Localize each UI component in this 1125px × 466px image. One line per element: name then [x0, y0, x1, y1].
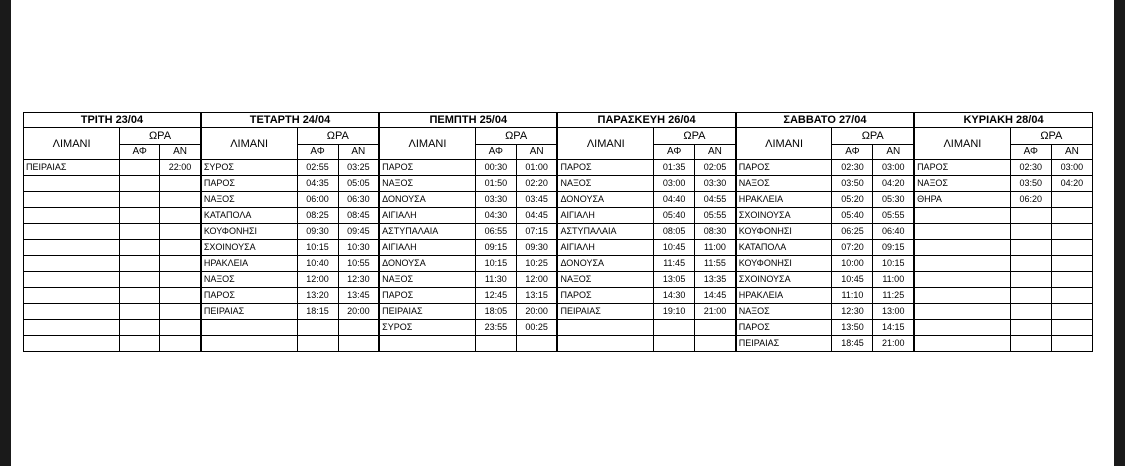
departure-time-cell	[1010, 240, 1051, 256]
arrival-time-cell: 06:40	[873, 224, 914, 240]
port-cell	[914, 320, 1010, 336]
port-cell	[557, 336, 653, 352]
departure-time-cell: 04:35	[297, 176, 338, 192]
port-cell: ΝΑΞΟΣ	[557, 176, 653, 192]
departure-time-cell: 19:10	[654, 304, 695, 320]
port-cell: ΑΙΓΙΑΛΗ	[379, 240, 475, 256]
port-cell: ΠΕΙΡΑΙΑΣ	[557, 304, 653, 320]
port-cell: ΑΙΓΙΑΛΗ	[379, 208, 475, 224]
departure-time-cell: 06:20	[1010, 192, 1051, 208]
arrival-header: ΑΝ	[1051, 145, 1092, 160]
departure-time-cell: 03:30	[475, 192, 516, 208]
port-cell	[24, 176, 120, 192]
arrival-time-cell: 11:55	[695, 256, 736, 272]
departure-time-cell: 07:20	[832, 240, 873, 256]
day-title: ΠΑΡΑΣΚΕΥΗ 26/04	[557, 113, 735, 128]
arrival-time-cell	[1051, 336, 1092, 352]
arrival-time-cell: 14:45	[695, 288, 736, 304]
departure-time-cell	[475, 336, 516, 352]
departure-time-cell: 10:15	[297, 240, 338, 256]
table-row	[24, 304, 1093, 320]
port-cell: ΚΑΤΑΠΟΛΑ	[201, 208, 297, 224]
table-row	[24, 272, 1093, 288]
arrival-time-cell: 14:15	[873, 320, 914, 336]
port-cell: ΠΕΙΡΑΙΑΣ	[24, 160, 120, 176]
port-cell	[24, 240, 120, 256]
port-cell: ΠΑΡΟΣ	[201, 288, 297, 304]
arrival-header: ΑΝ	[516, 145, 557, 160]
port-cell: ΠΑΡΟΣ	[379, 160, 475, 176]
day-title: ΤΕΤΑΡΤΗ 24/04	[201, 113, 379, 128]
port-cell: ΑΙΓΙΑΛΗ	[557, 240, 653, 256]
departure-time-cell	[654, 336, 695, 352]
departure-time-cell: 02:30	[1010, 160, 1051, 176]
arrival-time-cell: 03:00	[1051, 160, 1092, 176]
departure-time-cell: 03:00	[654, 176, 695, 192]
departure-header: ΑΦ	[120, 145, 160, 160]
arrival-time-cell	[160, 240, 201, 256]
arrival-time-cell: 06:30	[338, 192, 379, 208]
time-column-header: ΩΡΑ	[120, 128, 201, 145]
port-cell: ΠΑΡΟΣ	[736, 160, 832, 176]
departure-time-cell	[120, 288, 160, 304]
schedule-body	[24, 160, 1093, 352]
arrival-time-cell: 07:15	[516, 224, 557, 240]
departure-time-cell: 09:15	[475, 240, 516, 256]
arrival-time-cell	[1051, 208, 1092, 224]
port-cell: ΚΟΥΦΟΝΗΣΙ	[736, 224, 832, 240]
departure-time-cell	[1010, 224, 1051, 240]
time-column-header: ΩΡΑ	[1010, 128, 1092, 145]
table-row	[24, 320, 1093, 336]
arrival-time-cell: 04:20	[873, 176, 914, 192]
departure-time-cell: 05:40	[832, 208, 873, 224]
arrival-time-cell	[1051, 256, 1092, 272]
port-cell: ΣΥΡΟΣ	[201, 160, 297, 176]
table-row	[24, 240, 1093, 256]
time-column-header: ΩΡΑ	[475, 128, 557, 145]
departure-time-cell: 18:15	[297, 304, 338, 320]
arrival-time-cell	[160, 176, 201, 192]
departure-time-cell: 18:05	[475, 304, 516, 320]
departure-time-cell: 02:30	[832, 160, 873, 176]
port-column-header: ΛΙΜΑΝΙ	[201, 128, 297, 160]
port-cell	[914, 256, 1010, 272]
departure-time-cell: 12:30	[832, 304, 873, 320]
arrival-time-cell: 05:55	[695, 208, 736, 224]
departure-time-cell: 08:25	[297, 208, 338, 224]
arrival-time-cell: 10:30	[338, 240, 379, 256]
table-row	[24, 256, 1093, 272]
port-cell: ΝΑΞΟΣ	[736, 176, 832, 192]
column-header-row	[24, 128, 1093, 145]
arrival-time-cell	[160, 288, 201, 304]
departure-time-cell: 13:20	[297, 288, 338, 304]
departure-time-cell	[120, 192, 160, 208]
arrival-time-cell: 05:55	[873, 208, 914, 224]
port-cell: ΠΑΡΟΣ	[557, 160, 653, 176]
departure-time-cell: 10:15	[475, 256, 516, 272]
time-column-header: ΩΡΑ	[297, 128, 379, 145]
departure-header: ΑΦ	[475, 145, 516, 160]
day-title: ΤΡΙΤΗ 23/04	[24, 113, 201, 128]
port-cell	[201, 320, 297, 336]
departure-time-cell	[1010, 208, 1051, 224]
arrival-time-cell: 08:30	[695, 224, 736, 240]
port-cell	[379, 336, 475, 352]
arrival-header: ΑΝ	[873, 145, 914, 160]
arrival-time-cell: 01:00	[516, 160, 557, 176]
port-column-header: ΛΙΜΑΝΙ	[557, 128, 653, 160]
arrival-time-cell: 08:45	[338, 208, 379, 224]
arrival-time-cell: 11:00	[873, 272, 914, 288]
departure-time-cell: 05:20	[832, 192, 873, 208]
departure-header: ΑΦ	[297, 145, 338, 160]
departure-time-cell: 06:25	[832, 224, 873, 240]
arrival-time-cell	[160, 304, 201, 320]
arrival-time-cell: 09:45	[338, 224, 379, 240]
departure-time-cell: 01:35	[654, 160, 695, 176]
table-row	[24, 160, 1093, 176]
arrival-time-cell	[160, 208, 201, 224]
arrival-time-cell	[160, 224, 201, 240]
arrival-time-cell	[338, 320, 379, 336]
port-cell: ΔΟΝΟΥΣΑ	[557, 256, 653, 272]
port-cell: ΚΑΤΑΠΟΛΑ	[736, 240, 832, 256]
port-cell	[24, 288, 120, 304]
departure-time-cell	[1010, 256, 1051, 272]
departure-time-cell: 05:40	[654, 208, 695, 224]
day-header-row	[24, 113, 1093, 128]
departure-time-cell	[120, 224, 160, 240]
arrival-time-cell	[160, 272, 201, 288]
port-cell: ΠΑΡΟΣ	[914, 160, 1010, 176]
departure-time-cell: 09:30	[297, 224, 338, 240]
departure-time-cell: 06:55	[475, 224, 516, 240]
port-cell	[24, 208, 120, 224]
port-cell	[24, 304, 120, 320]
departure-time-cell: 10:45	[832, 272, 873, 288]
port-cell: ΝΑΞΟΣ	[379, 272, 475, 288]
arrival-time-cell: 05:05	[338, 176, 379, 192]
port-cell: ΠΑΡΟΣ	[557, 288, 653, 304]
departure-time-cell: 00:30	[475, 160, 516, 176]
arrival-time-cell	[160, 320, 201, 336]
arrival-time-cell: 21:00	[873, 336, 914, 352]
arrival-time-cell: 03:00	[873, 160, 914, 176]
port-cell: ΔΟΝΟΥΣΑ	[379, 256, 475, 272]
arrival-time-cell: 04:45	[516, 208, 557, 224]
arrival-time-cell	[160, 192, 201, 208]
departure-time-cell	[120, 336, 160, 352]
port-cell: ΣΧΟΙΝΟΥΣΑ	[736, 272, 832, 288]
day-title: ΚΥΡΙΑΚΗ 28/04	[914, 113, 1092, 128]
port-cell: ΗΡΑΚΛΕΙΑ	[201, 256, 297, 272]
arrival-time-cell: 11:00	[695, 240, 736, 256]
departure-time-cell	[1010, 336, 1051, 352]
departure-header: ΑΦ	[1010, 145, 1051, 160]
arrival-time-cell: 13:00	[873, 304, 914, 320]
port-column-header: ΛΙΜΑΝΙ	[24, 128, 120, 160]
departure-time-cell: 12:45	[475, 288, 516, 304]
port-cell: ΗΡΑΚΛΕΙΑ	[736, 288, 832, 304]
arrival-time-cell: 13:45	[338, 288, 379, 304]
departure-header: ΑΦ	[654, 145, 695, 160]
port-cell	[201, 336, 297, 352]
port-cell: ΠΕΙΡΑΙΑΣ	[379, 304, 475, 320]
table-row	[24, 288, 1093, 304]
departure-time-cell	[297, 336, 338, 352]
port-column-header: ΛΙΜΑΝΙ	[379, 128, 475, 160]
arrival-header: ΑΝ	[160, 145, 201, 160]
departure-time-cell	[654, 320, 695, 336]
arrival-time-cell	[1051, 240, 1092, 256]
arrival-time-cell: 02:20	[516, 176, 557, 192]
port-cell	[24, 336, 120, 352]
arrival-time-cell: 13:15	[516, 288, 557, 304]
port-cell: ΠΑΡΟΣ	[201, 176, 297, 192]
departure-time-cell	[120, 304, 160, 320]
departure-time-cell	[120, 176, 160, 192]
port-cell: ΝΑΞΟΣ	[201, 192, 297, 208]
departure-time-cell: 18:45	[832, 336, 873, 352]
departure-time-cell: 04:30	[475, 208, 516, 224]
port-cell	[914, 288, 1010, 304]
arrival-time-cell: 00:25	[516, 320, 557, 336]
departure-time-cell	[1010, 288, 1051, 304]
table-row	[24, 176, 1093, 192]
port-cell	[914, 240, 1010, 256]
departure-time-cell: 01:50	[475, 176, 516, 192]
departure-time-cell: 10:00	[832, 256, 873, 272]
departure-time-cell	[120, 240, 160, 256]
port-cell: ΠΑΡΟΣ	[379, 288, 475, 304]
arrival-time-cell: 20:00	[338, 304, 379, 320]
departure-time-cell	[1010, 272, 1051, 288]
port-cell	[24, 224, 120, 240]
port-cell: ΚΟΥΦΟΝΗΣΙ	[201, 224, 297, 240]
arrival-time-cell: 10:15	[873, 256, 914, 272]
table-row	[24, 192, 1093, 208]
departure-time-cell: 11:45	[654, 256, 695, 272]
departure-time-cell: 03:50	[1010, 176, 1051, 192]
arrival-time-cell: 04:55	[695, 192, 736, 208]
time-column-header: ΩΡΑ	[832, 128, 914, 145]
arrival-time-cell	[1051, 224, 1092, 240]
arrival-time-cell: 21:00	[695, 304, 736, 320]
departure-time-cell: 11:10	[832, 288, 873, 304]
arrival-time-cell: 12:00	[516, 272, 557, 288]
departure-time-cell	[120, 320, 160, 336]
arrival-time-cell	[1051, 304, 1092, 320]
departure-time-cell	[120, 160, 160, 176]
departure-time-cell	[297, 320, 338, 336]
port-cell: ΠΕΙΡΑΙΑΣ	[736, 336, 832, 352]
arrival-time-cell: 10:25	[516, 256, 557, 272]
arrival-time-cell: 13:35	[695, 272, 736, 288]
arrival-time-cell	[1051, 320, 1092, 336]
arrival-time-cell: 09:15	[873, 240, 914, 256]
port-cell: ΣΥΡΟΣ	[379, 320, 475, 336]
departure-time-cell: 11:30	[475, 272, 516, 288]
port-column-header: ΛΙΜΑΝΙ	[736, 128, 832, 160]
port-cell	[24, 320, 120, 336]
port-cell: ΝΑΞΟΣ	[914, 176, 1010, 192]
arrival-time-cell	[695, 336, 736, 352]
port-cell	[914, 208, 1010, 224]
arrival-time-cell: 22:00	[160, 160, 201, 176]
arrival-time-cell	[160, 336, 201, 352]
port-cell: ΚΟΥΦΟΝΗΣΙ	[736, 256, 832, 272]
port-cell	[24, 192, 120, 208]
port-cell: ΘΗΡΑ	[914, 192, 1010, 208]
port-cell: ΑΣΤΥΠΑΛΑΙΑ	[557, 224, 653, 240]
day-title: ΣΑΒΒΑΤΟ 27/04	[736, 113, 914, 128]
arrival-time-cell: 10:55	[338, 256, 379, 272]
port-cell	[914, 304, 1010, 320]
arrival-time-cell: 05:30	[873, 192, 914, 208]
port-cell: ΑΙΓΙΑΛΗ	[557, 208, 653, 224]
departure-time-cell	[120, 272, 160, 288]
port-cell: ΠΕΙΡΑΙΑΣ	[201, 304, 297, 320]
table-row	[24, 336, 1093, 352]
table-row	[24, 208, 1093, 224]
port-cell: ΝΑΞΟΣ	[379, 176, 475, 192]
arrival-time-cell: 02:05	[695, 160, 736, 176]
departure-time-cell: 03:50	[832, 176, 873, 192]
port-cell: ΣΧΟΙΝΟΥΣΑ	[736, 208, 832, 224]
arrival-time-cell	[1051, 192, 1092, 208]
arrival-time-cell	[516, 336, 557, 352]
port-cell: ΔΟΝΟΥΣΑ	[557, 192, 653, 208]
departure-time-cell: 13:50	[832, 320, 873, 336]
arrival-time-cell: 12:30	[338, 272, 379, 288]
arrival-time-cell	[160, 256, 201, 272]
port-cell: ΑΣΤΥΠΑΛΑΙΑ	[379, 224, 475, 240]
port-cell	[914, 336, 1010, 352]
arrival-header: ΑΝ	[695, 145, 736, 160]
time-column-header: ΩΡΑ	[654, 128, 736, 145]
departure-time-cell: 14:30	[654, 288, 695, 304]
port-cell	[557, 320, 653, 336]
departure-time-cell: 10:45	[654, 240, 695, 256]
departure-time-cell: 02:55	[297, 160, 338, 176]
port-column-header: ΛΙΜΑΝΙ	[914, 128, 1010, 160]
port-cell	[914, 272, 1010, 288]
port-cell: ΝΑΞΟΣ	[557, 272, 653, 288]
port-cell	[24, 256, 120, 272]
departure-time-cell	[120, 256, 160, 272]
departure-time-cell: 06:00	[297, 192, 338, 208]
departure-time-cell	[1010, 320, 1051, 336]
port-cell: ΠΑΡΟΣ	[736, 320, 832, 336]
departure-header: ΑΦ	[832, 145, 873, 160]
port-cell	[24, 272, 120, 288]
arrival-time-cell: 03:30	[695, 176, 736, 192]
departure-time-cell: 12:00	[297, 272, 338, 288]
arrival-time-cell	[338, 336, 379, 352]
arrival-time-cell	[1051, 288, 1092, 304]
port-cell: ΗΡΑΚΛΕΙΑ	[736, 192, 832, 208]
day-title: ΠΕΜΠΤΗ 25/04	[379, 113, 557, 128]
port-cell: ΝΑΞΟΣ	[736, 304, 832, 320]
departure-time-cell: 04:40	[654, 192, 695, 208]
departure-time-cell: 08:05	[654, 224, 695, 240]
arrival-header: ΑΝ	[338, 145, 379, 160]
port-cell: ΔΟΝΟΥΣΑ	[379, 192, 475, 208]
arrival-time-cell: 11:25	[873, 288, 914, 304]
departure-time-cell	[1010, 304, 1051, 320]
arrival-time-cell	[1051, 272, 1092, 288]
port-cell: ΣΧΟΙΝΟΥΣΑ	[201, 240, 297, 256]
arrival-time-cell	[695, 320, 736, 336]
departure-time-cell: 13:05	[654, 272, 695, 288]
arrival-time-cell: 09:30	[516, 240, 557, 256]
ferry-schedule-table	[23, 112, 1093, 352]
arrival-time-cell: 03:45	[516, 192, 557, 208]
port-cell	[914, 224, 1010, 240]
port-cell: ΝΑΞΟΣ	[201, 272, 297, 288]
departure-time-cell	[120, 208, 160, 224]
arrival-time-cell: 04:20	[1051, 176, 1092, 192]
departure-time-cell: 10:40	[297, 256, 338, 272]
departure-time-cell: 23:55	[475, 320, 516, 336]
table-row	[24, 224, 1093, 240]
arrival-time-cell: 03:25	[338, 160, 379, 176]
arrival-time-cell: 20:00	[516, 304, 557, 320]
